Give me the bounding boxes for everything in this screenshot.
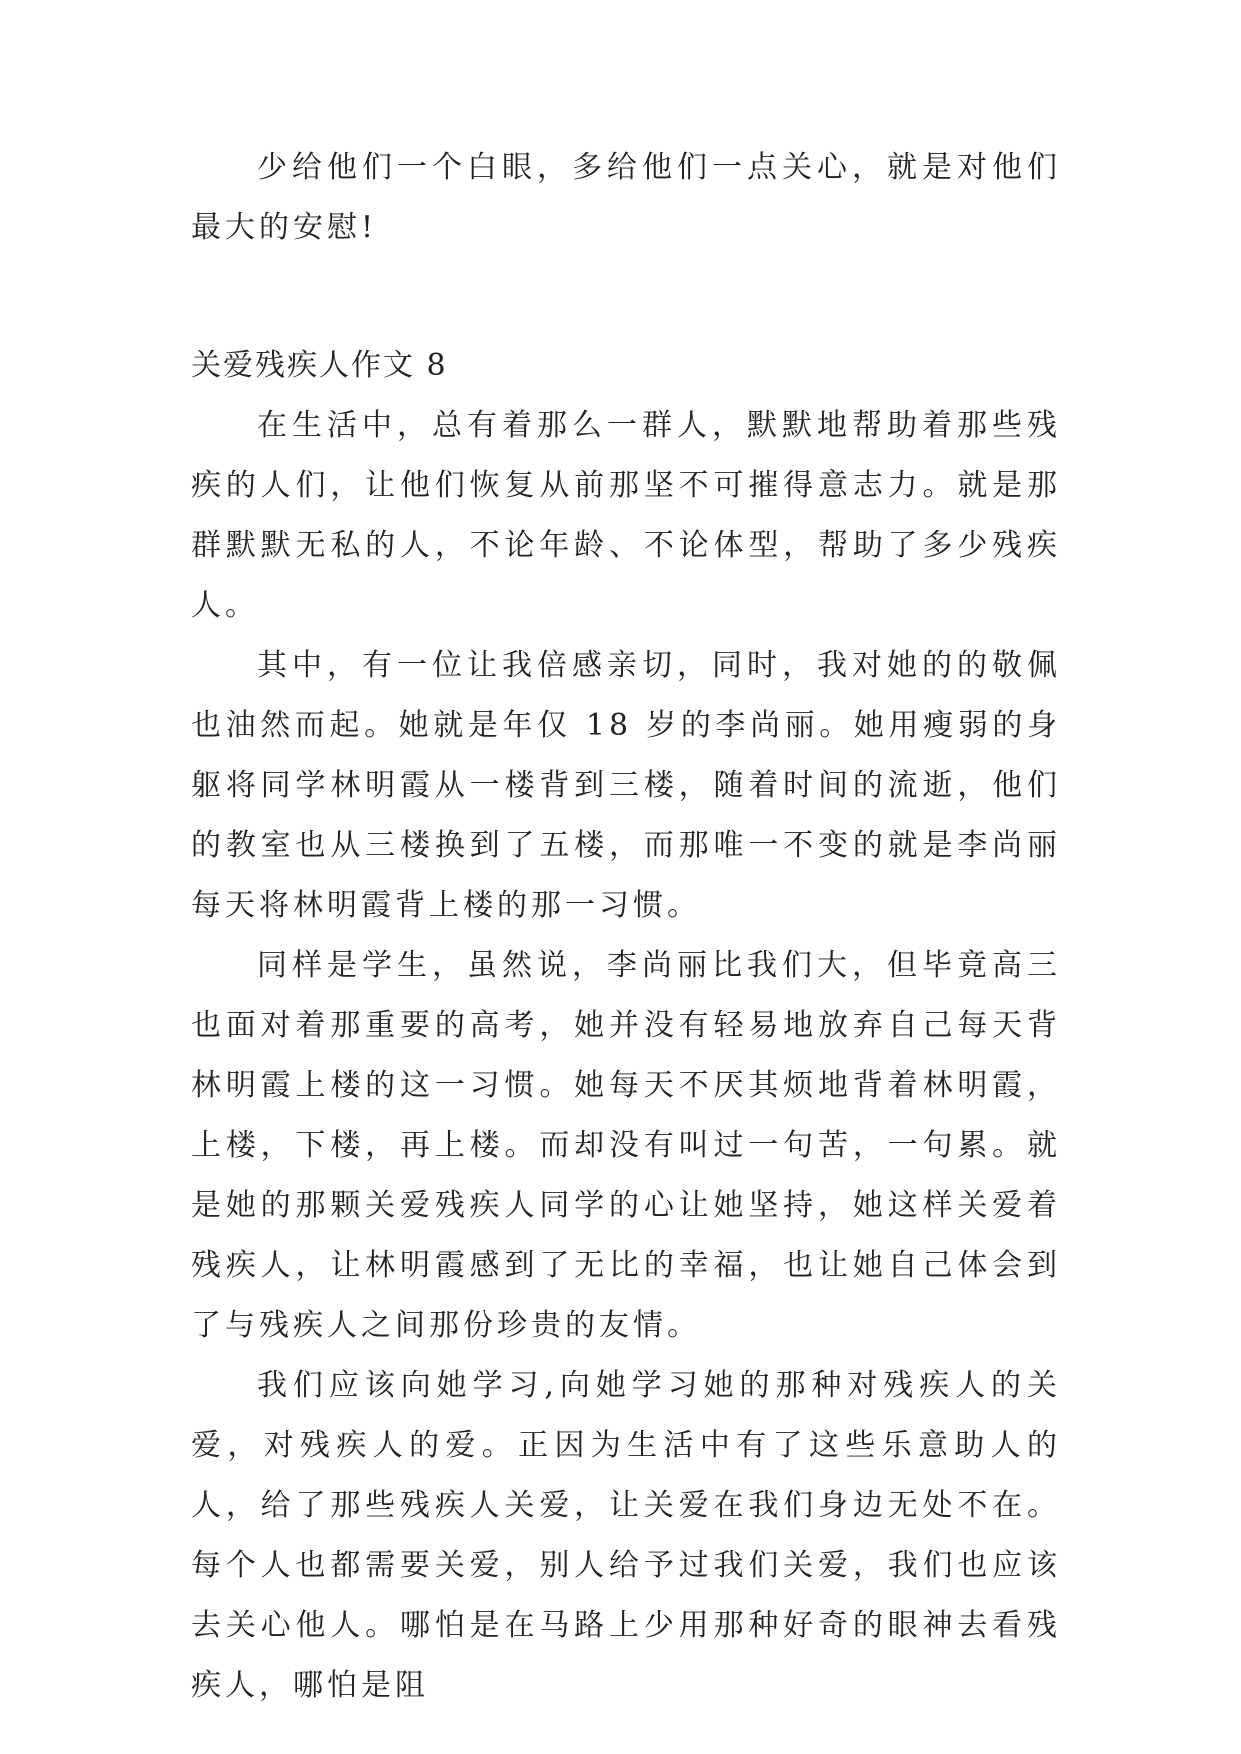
- article-paragraph-3: 同样是学生，虽然说，李尚丽比我们大，但毕竟高三也面对着那重要的高考，她并没有轻易地放弃自己每天背林明霞上楼的这一习惯。她每天不厌其烦地背着林明霞，上楼，下楼，再上楼。而却没有叫过一句苦，一句累。就是她的那颗关爱残疾人同学的心让她坚持，她这样关爱着残疾人，让林明霞感到了无比的幸福，也让她自己体会到了与残疾人之间那份珍贵的友情。: [191, 948, 1061, 1343]
- article-body: [191, 396, 1061, 1716]
- article-paragraph-1: 在生活中，总有着那么一群人，默默地帮助着那些残疾的人们，让他们恢复从前那坚不可摧得意志力。就是那群默默无私的人，不论年龄、不论体型，帮助了多少残疾人。: [191, 408, 1061, 623]
- intro-block: [191, 138, 1061, 258]
- article-paragraph-2: 其中，有一位让我倍感亲切，同时，我对她的的敬佩也油然而起。她就是年仅 18 岁的李尚丽。她用瘦弱的身躯将同学林明霞从一楼背到三楼，随着时间的流逝，他们的教室也从三楼换到了五楼，而那唯一不变的就是李尚丽每天将林明霞背上楼的那一习惯。: [191, 648, 1061, 923]
- section-title: 关爱残疾人作文 8: [191, 348, 448, 383]
- intro-paragraph: 少给他们一个白眼，多给他们一点关心，就是对他们最大的安慰!: [191, 150, 1061, 245]
- article-paragraph-4: 我们应该向她学习,向她学习她的那种对残疾人的关爱，对残疾人的爱。正因为生活中有了这些乐意助人的人，给了那些残疾人关爱，让关爱在我们身边无处不在。每个人也都需要关爱，别人给予过我们关爱，我们也应该去关心他人。哪怕是在马路上少用那种好奇的眼神去看残疾人，哪怕是阻: [191, 1368, 1061, 1703]
